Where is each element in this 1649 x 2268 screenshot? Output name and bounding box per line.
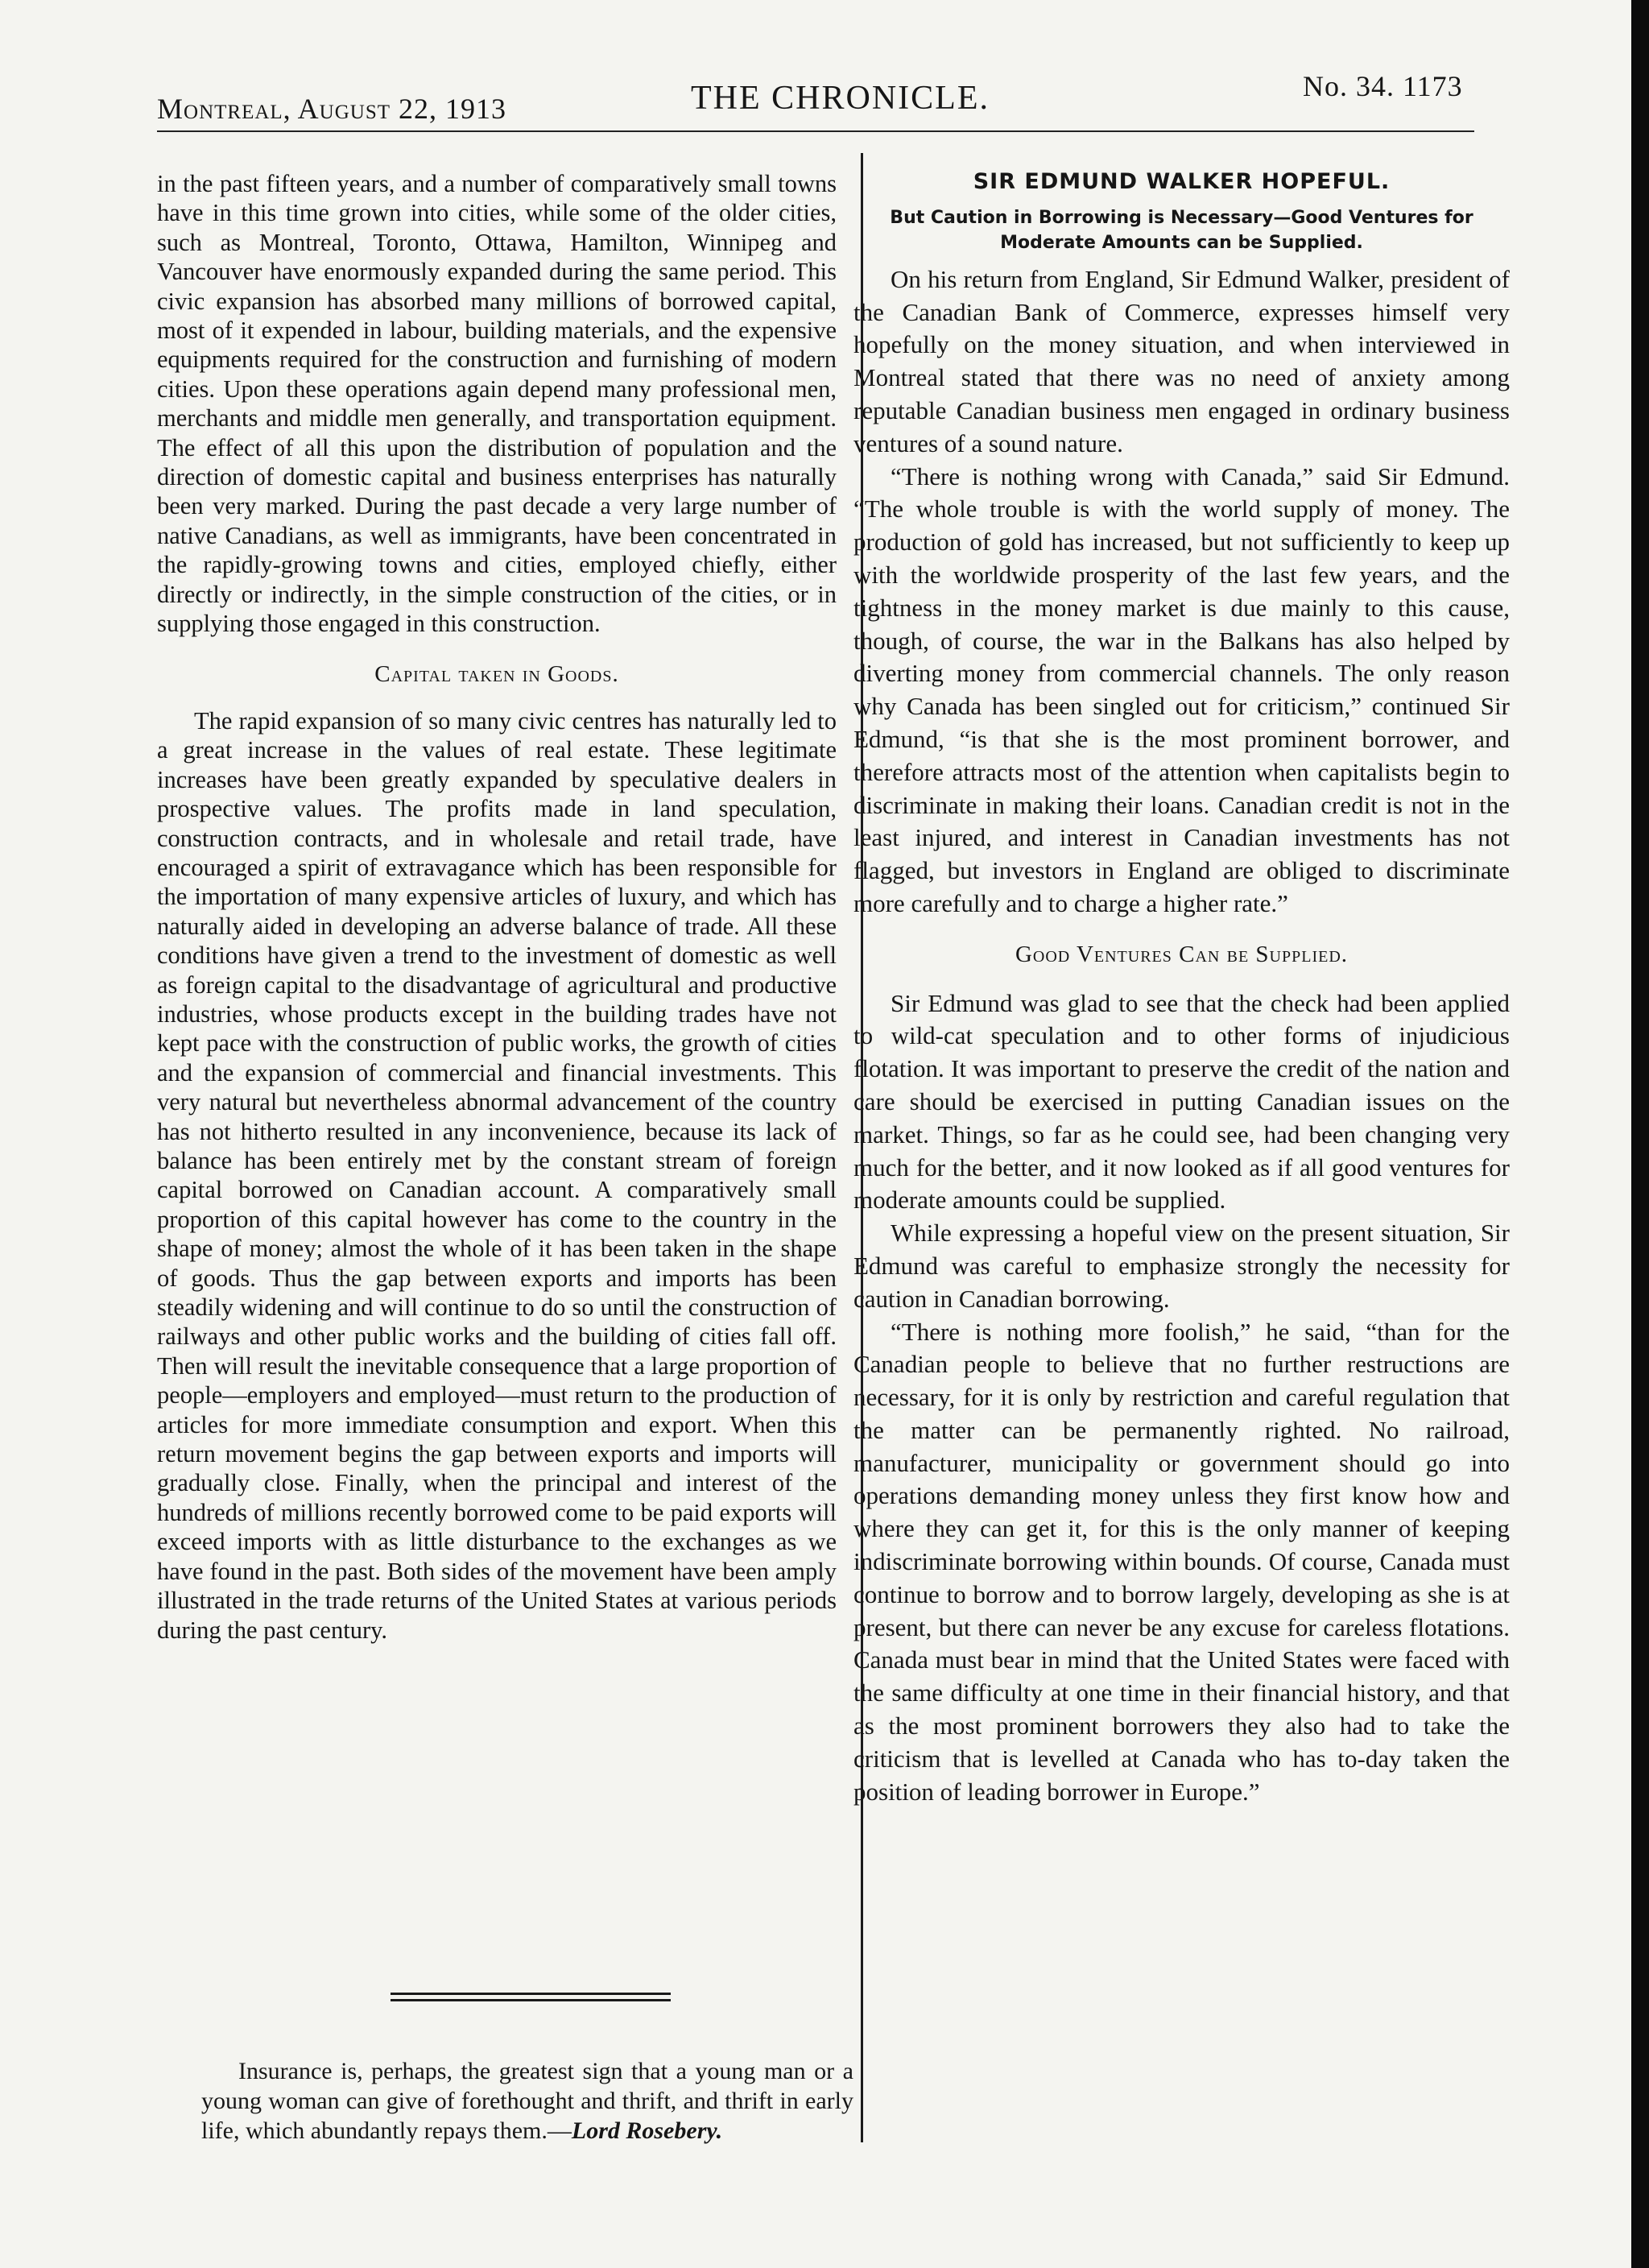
body-paragraph: in the past fifteen years, and a number of comparatively small towns have in this time grown into cities, while some of the older cities, such as Montreal, Toronto, Ottawa, Hamilton, Winnipeg and Vancouver have enormously expanded during the same period. This civic expansion has absorbed many millions of borrowed capital, most of it expended in labour, building materials, and the expensive equipments required for the construction and furnishing of modern cities. Upon these operations again depend many professional men, merchants and middle men generally, and transportation equipment. The effect of all this upon the distribution of population and the direction of domestic capital and business enterprises has naturally been very marked. During the past decade a very large number of native Canadians, as well as immigrants, have been concentrated in the rapidly-growing towns and cities, employed chiefly, either directly or indirectly, in the simple construction of the cities, or in supplying those engaged in this construction. [157, 170, 837, 638]
body-paragraph: “There is nothing wrong with Canada,” said Sir Edmund. “The whole trouble is with the world supply of money. The production of gold has increased, but not sufficiently to keep up with the worldwide prosperity of the last few years, and the tightness in the money market is due mainly to this cause, though, of course, the war in the Balkans has also helped by diverting money from commercial channels. The only reason why Canada has been singled out for criticism,” continued Sir Edmund, “is that she is the most prominent borrower, and therefore attracts most of the attention when capitalists begin to discriminate in making their loans. Canadian credit is not in the least injured, and interest in Canadian investments has not flagged, but investors in England are obliged to discriminate more carefully and to charge a higher rate.” [853, 461, 1510, 917]
page-header [0, 68, 1649, 132]
body-paragraph: The rapid expansion of so many civic centres has naturally led to a great increase in the values of real estate. These legitimate increases have been greatly expanded by speculative dealers in prospective values. The profits made in land speculation, construction contracts, and in wholesale and retail trade, have encouraged a spirit of extravagance which has been responsible for the importation of many expensive articles of luxury, and which has naturally aided in developing an adverse balance of trade. All these conditions have given a trend to the investment of domestic as well as foreign capital to the disadvantage of agricultural and productive industries, whose products except in the building trades have not kept pace with the construction of public works, the growth of cities and the expansion of commercial and financial investments. This very natural but nevertheless abnormal advancement of the country has not hitherto resulted in any inconvenience, because its lack of balance has been entirely met by the constant stream of foreign capital borrowed on Canadian account. A comparatively small proportion of this capital however has come to the country in the shape of money; almost the whole of it has been taken in the shape of goods. Thus the gap between exports and imports has been steadily widening and will continue to do so until the construction of railways and other public works and the building of cities fall off. Then will result the inevitable consequence that a large proportion of people—employers and employed—must return to the production of articles for more immediate consumption and export. When this return movement begins the gap between exports and imports will gradually close. Finally, when the principal and interest of the hundreds of millions recently borrowed come to be paid exports will exceed imports with as little disturbance to the exchanges as we have found in the past. Both sides of the movement have been amply illustrated in the trade returns of the United States at various periods during the past century. [157, 706, 837, 1644]
quote-text: Insurance is, perhaps, the greatest sign that a young man or a young woman can give of forethought and thrift, and thrift in early life, which abundantly repays them.— [201, 2058, 853, 2144]
publication-title: THE CHRONICLE. [691, 80, 990, 117]
dateline: Montreal, August 22, 1913 [157, 93, 507, 125]
pull-quote [201, 2056, 853, 2146]
body-paragraph: On his return from England, Sir Edmund Walker, president of the Canadian Bank of Commerce, expresses himself very hopefully on the money situation, and when interviewed in Montreal stated that there was no need of anxiety among reputable Canadian business men engaged in ordinary business ventures of a sound nature. [853, 264, 1510, 457]
right-column [853, 163, 1510, 1808]
body-paragraph: Sir Edmund was glad to see that the check had been applied to wild-cat speculation and to other forms of injudicious flotation. It was important to preserve the credit of the nation and care should be exercised in putting Canadian issues on the market. Things, so far as he could see, had been changing very much for the better, and it now looked as if all good ventures for moderate amounts could be supplied. [853, 988, 1510, 1215]
section-subheading: Capital taken in Goods. [374, 660, 619, 687]
issue-page-number: No. 34. 1173 [1303, 70, 1463, 102]
left-column [157, 169, 837, 1645]
body-paragraph: While expressing a hopeful view on the present situation, Sir Edmund was careful to emphasize strongly the necessity for caution in Canadian borrowing. [853, 1219, 1510, 1313]
page-edge [1631, 0, 1649, 2268]
section-subheading: Good Ventures Can be Supplied. [1015, 941, 1349, 967]
quote-attribution: Lord Rosebery. [571, 2117, 723, 2144]
body-paragraph: “There is nothing more foolish,” he said, “than for the Canadian people to believe that no further restructions are necessary, for it is only by restriction and careful regulation that the matter can be permanently righted. No railroad, manufacturer, municipality or government should go into operations demanding money unless they first know how and where they can get it, for this is the only manner of keeping indiscriminate borrowing within bounds. Of course, Canada must continue to borrow and to borrow largely, developing as she is at present, but there can never be any excuse for careless flotations. Canada must bear in mind that the United States were faced with the same difficulty at one time in their financial history, and that as the most prominent borrowers they also had to take the criticism that is levelled at Canada who has to-day taken the position of leading borrower in Europe.” [853, 1317, 1510, 1806]
article-title: SIR EDMUND WALKER HOPEFUL. [973, 169, 1391, 194]
double-rule-divider [391, 1993, 671, 2005]
header-rule [157, 130, 1474, 132]
article-subtitle: But Caution in Borrowing is Necessary—Good Ventures for Moderate Amounts can be Supplied. [890, 207, 1473, 253]
